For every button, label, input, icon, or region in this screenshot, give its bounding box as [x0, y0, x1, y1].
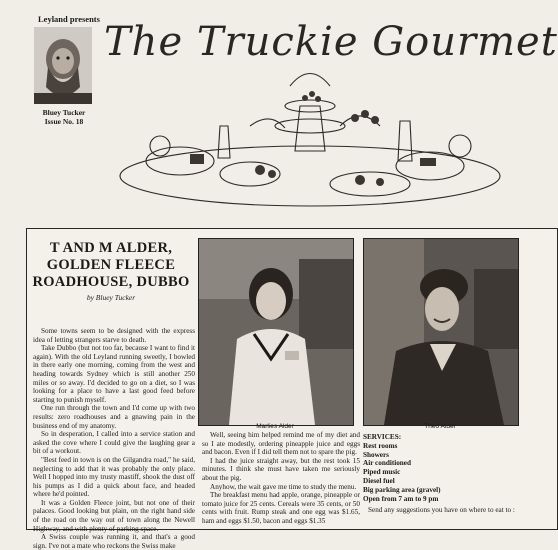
food-illustration — [100, 66, 520, 216]
article-byline: by Bluey Tucker — [86, 293, 136, 302]
service-item: Diesel fuel — [363, 476, 395, 485]
article-column-1 — [33, 327, 195, 550]
photo-theo-alder — [363, 238, 519, 426]
service-item: Air conditioned — [363, 459, 411, 468]
photo-marlies-alder — [198, 238, 354, 426]
paragraph: The breakfast menu had apple, orange, pineapple or tomato juice for 25 cents. Cereals were 35 cents, or 50 cents with fruit. Rump steak and one egg was $1.65, ham and eggs $1.50, bacon and eggs $1.35 — [202, 491, 360, 525]
paragraph: Well, seeing him helped remind me of my diet and so I ate modestly, ordering pineapple juice and eggs and bacon. Even if I did tell them not to spare the pig. — [202, 431, 360, 457]
service-item: Big parking area (gravel) — [363, 485, 441, 494]
services-title: SERVICES: — [363, 433, 402, 441]
food-spread-icon — [100, 66, 520, 216]
columnist-caption — [38, 108, 90, 126]
suggestions-note: Send any suggestions you have on where to eat to : — [368, 506, 515, 514]
paragraph: Anyhow, the wait gave me time to study the menu. — [210, 482, 357, 491]
paragraph: Some towns seem to be designed with the express idea of letting strangers starve to death. — [33, 327, 195, 344]
columnist-portrait — [34, 27, 92, 104]
article-column-2 — [202, 431, 360, 523]
masthead-title: The Truckie Gourmet — [104, 19, 558, 65]
presents-label: Leyland presents — [38, 14, 100, 24]
paragraph: One run through the town and I'd come up with two results: zero roadhouses and a gnawing pain in the business end of my anatomy. — [33, 404, 195, 430]
service-item: Showers — [363, 450, 389, 459]
paragraph: It was a Golden Fleece joint, but not one of their palaces. Good looking but plain, on the right hand side of the road on the way out of town along the Newell Highway, and with plenty of parking space. — [33, 498, 195, 533]
service-item: Rest rooms — [363, 441, 398, 450]
portrait-photo-icon — [34, 27, 92, 104]
paragraph: A Swiss couple was running it, and that's a good sign. I've not a mate who reckons the Swiss make — [33, 533, 195, 550]
paragraph: So in desperation, I called into a service station and asked the cove where I could give the laughing gear a bit of a workout. — [33, 430, 195, 456]
man-portrait-icon — [364, 239, 518, 425]
paragraph: I had the juice straight away, but the rest took 15 minutes. I think she must have taken me seriously about the pig. — [202, 456, 360, 482]
service-item: Piped music — [363, 468, 401, 477]
woman-portrait-icon — [199, 239, 353, 425]
services-list — [363, 433, 523, 503]
photo-caption-marlies: Marlies Alder — [256, 423, 294, 430]
article-headline: T AND M ALDER, GOLDEN FLEECE ROADHOUSE, DUBBO — [32, 240, 190, 290]
service-item: Open from 7 am to 9 pm — [363, 494, 439, 503]
paragraph: Take Dubbo (but not too far, because I want to find it again). With the old Leyland running sweetly, I bowled in there early one morning, coming from the west and heading towards Sydney which is still another 250 miles or so away. I'd decided to go on a diet, so I was looking for a place to have a last good feed before starting to punish myself. — [33, 344, 195, 404]
columnist-name: Bluey Tucker — [42, 108, 86, 117]
paragraph: "Best feed in town is on the Gilgandra road," he said, neglecting to add that it was probably the only place. Well I hopped into my trusty mastiff, shook the dust off his pumps as I did a quick about face, and headed where he'd pointed. — [33, 455, 195, 499]
photo-caption-theo: Theo Alder — [424, 423, 456, 430]
issue-number: Issue No. 18 — [44, 117, 84, 126]
